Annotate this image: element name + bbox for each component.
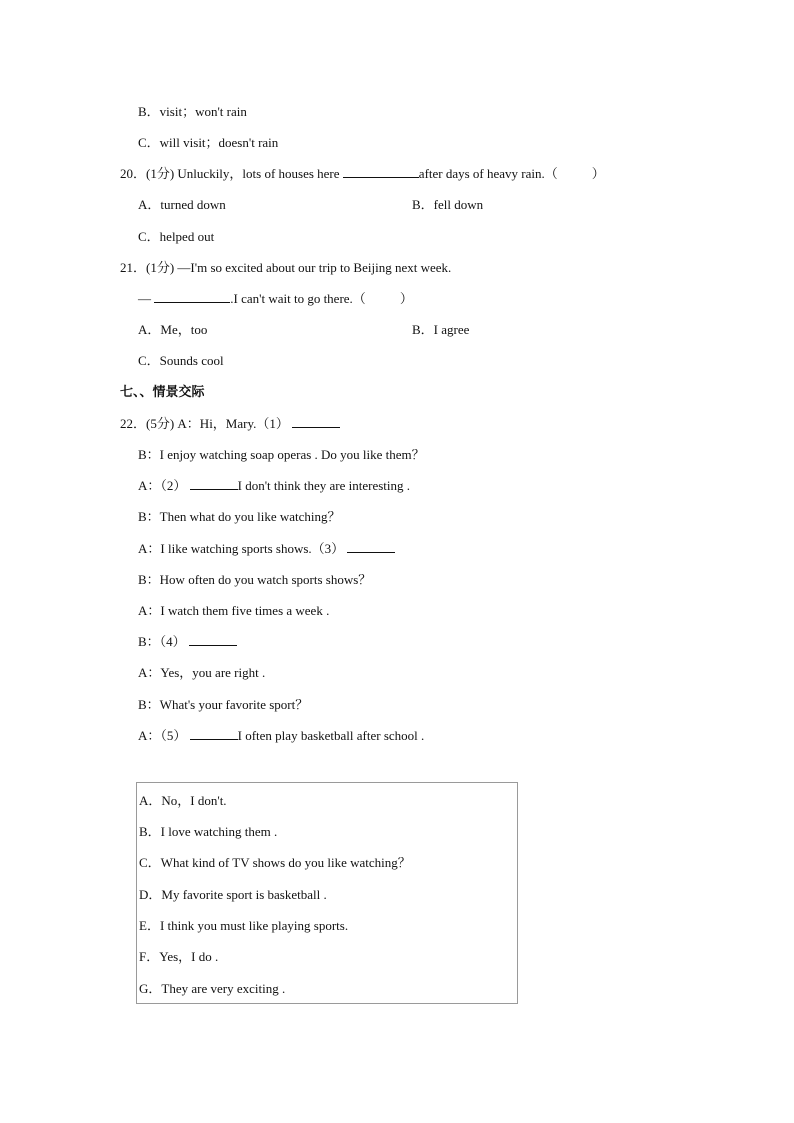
q21-option-a: A．Me，too xyxy=(138,322,208,337)
q22-line-3 xyxy=(138,477,410,495)
q22-line-3-before: A：（2） xyxy=(138,478,187,493)
q22-line-5-text: A：I like watching sports shows.（3） xyxy=(138,541,345,556)
q21-line1: —I'm so excited about our trip to Beijing next week. xyxy=(177,260,452,275)
q21-option-c: C．Sounds cool xyxy=(138,353,224,368)
q22-line-10: B：What's your favorite sport？ xyxy=(138,697,309,712)
q21-answer-blank xyxy=(154,290,230,303)
q20-text-after: after days of heavy rain.（ xyxy=(418,166,558,181)
q22-blank-5 xyxy=(190,727,238,740)
q22-line-11-after: I often play basketball after school . xyxy=(237,728,425,743)
q22-blank-3 xyxy=(347,540,395,553)
q22-line-9: A：Yes，you are right . xyxy=(138,665,266,680)
q20-close-paren: ） xyxy=(591,166,605,181)
q21-stem xyxy=(120,259,451,277)
q22-line-8-text: B：（4） xyxy=(138,634,186,649)
q22-blank-1 xyxy=(292,415,340,428)
option-d: D．My favorite sport is basketball . xyxy=(139,887,327,902)
q21-line2 xyxy=(138,290,413,308)
q21-number: 21．(1分) xyxy=(120,260,175,275)
q20-stem xyxy=(120,165,605,183)
q22-line-4: B：Then what do you like watching？ xyxy=(138,509,341,524)
q22-line-2: B：I enjoy watching soap operas . Do you like them？ xyxy=(138,447,425,462)
q20-text-before: Unluckily，lots of houses here xyxy=(177,166,340,181)
q20-option-c: C．helped out xyxy=(138,229,215,244)
option-b: B．I love watching them . xyxy=(139,824,278,839)
q20-answer-blank xyxy=(343,165,419,178)
q21-option-b: B．I agree xyxy=(412,322,470,337)
q22-line-11 xyxy=(138,727,424,745)
q22-line-7: A：I watch them five times a week . xyxy=(138,603,330,618)
option-f: F．Yes，I do . xyxy=(139,949,219,964)
q19-option-b: B．visit；won't rain xyxy=(138,104,247,119)
q22-line-11-before: A：（5） xyxy=(138,728,187,743)
option-a: A．No，I don't. xyxy=(139,793,227,808)
q19-option-c: C．will visit；doesn't rain xyxy=(138,135,279,150)
option-g: G．They are very exciting . xyxy=(139,981,286,996)
q21-dash: — xyxy=(138,291,151,306)
q22-line-1-text: A：Hi，Mary.（1） xyxy=(177,416,289,431)
q21-line2-after: .I can't wait to go there.（ xyxy=(230,291,366,306)
q20-option-b: B．fell down xyxy=(412,197,484,212)
q22-blank-4 xyxy=(189,633,237,646)
q20-number: 20．(1分) xyxy=(120,166,175,181)
q21-close-paren: ） xyxy=(399,291,413,306)
option-e: E．I think you must like playing sports. xyxy=(139,918,349,933)
q22-line-6: B：How often do you watch sports shows？ xyxy=(138,572,372,587)
q22-line-8 xyxy=(138,633,237,651)
q22-blank-2 xyxy=(190,477,238,490)
q20-option-a: A．turned down xyxy=(138,197,226,212)
option-c: C．What kind of TV shows do you like watching？ xyxy=(139,855,411,870)
q22-number: 22．(5分) xyxy=(120,416,175,431)
q22-line-3-after: I don't think they are interesting . xyxy=(237,478,411,493)
q22-line-1 xyxy=(120,415,340,433)
options-box xyxy=(136,782,518,1004)
section-title: 七、、情景交际 xyxy=(120,385,205,400)
q22-line-5 xyxy=(138,540,395,558)
